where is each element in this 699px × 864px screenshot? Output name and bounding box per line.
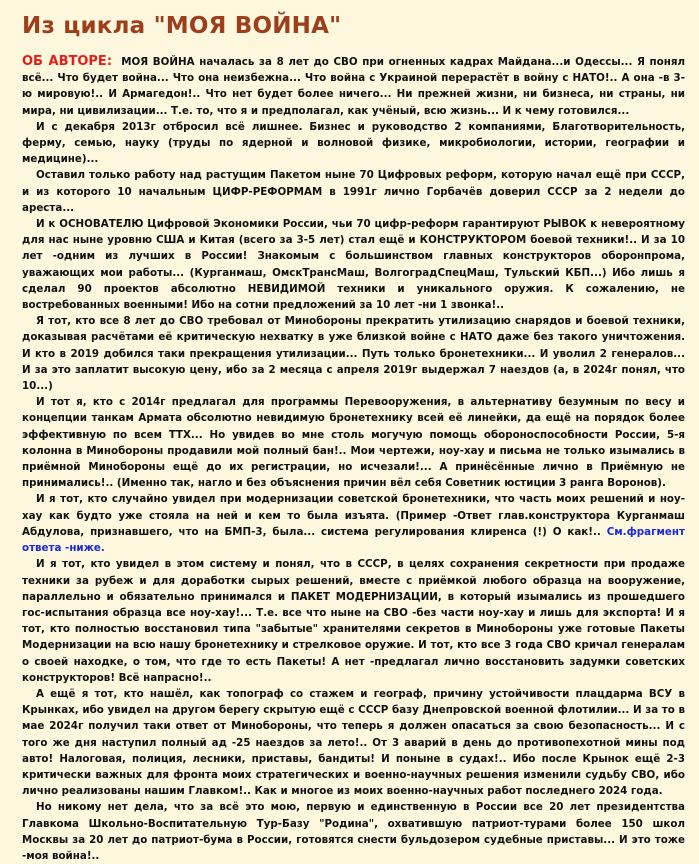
paragraph-text: МОЯ ВОЙНА началась за 8 лет до СВО при огненных кадрах Майдана...и Одессы... Я понял всё... Что будет война... Что она неизбежна... Что война с Украиной перерастёт в войну с НАТО!.. А она -в 3-ю мировую!.. И Армагедон!.. Что нет будет более ничего... Ни прежней жизни, ни бизнеса, ни страны, ни мира, ни цивилизации... Т.е. то, что я и предполагал, как учёный, всю жизнь... И к чему готовился... bbox=[22, 56, 685, 117]
article-body bbox=[22, 54, 685, 864]
paragraph-intro bbox=[22, 54, 685, 119]
paragraph: И с декабря 2013г отбросил всё лишнее. Бизнес и руководство 2 компаниями, Благотворительность, ферму, семью, науку (труды по ядерной и волновой физике, микробиологии, истории, географии и медицине)... bbox=[22, 120, 685, 166]
paragraph: И я тот, кто увидел в этом систему и понял, что в СССР, в целях сохранения секретности при продаже техники за рубеж и для доработки сырых решений, вместе с приёмкой любого образца на вооружение, параллельно и обязательно принимался и ПАКЕТ МОДЕРНИЗАЦИИ, в который изымались из прошедшего гос-испытания образца все ноу-хау!... Т.е. все что ныне на СВО -без части ноу-хау и лишь для экспорта! И я тот, кто полностью восстановил типа "забытые" хранителями секретов в Минобороны уже готовые Пакеты Модернизации на всю нашу бронетехнику и стрелковое оружие. И тот, кто все 3 года СВО кричал генералам о своей находке, о том, что где то есть Пакеты! А нет -предлагал лично восстановить задумки советских конструкторов! Всё напрасно!.. bbox=[22, 558, 685, 684]
paragraph: А ещё я тот, кто нашёл, как топограф со стажем и географ, причину устойчивости плацдарма ВСУ в Крынках, ибо увидел на другом берегу скрытую ещё с СССР базу Днепровской военной флотилии... И за то в мае 2024г получил таки ответ от Минобороны, что теперь я должен опасаться за свою безопасность... И с того же дня наступил полный ад -25 наездов за лето!.. От 3 аварий в день до противопехотной мины под авто! Налоговая, полиция, лесники, приставы, бандиты! И поныне в судах!.. Ибо после Крынок ещё 2-3 критически важных для фронта моих стратегических и военно-научных решения изменили судьбу СВО, ибо лично реализованы нашим Главком!.. Как и многое из моих военно-научных работ последнего 2024 года. bbox=[22, 687, 685, 798]
page-title: Из цикла "МОЯ ВОЙНА" bbox=[22, 13, 342, 39]
paragraph-text: И я тот, кто случайно увидел при модернизации советской бронетехники, что часть моих решений и ноу-хау как будто уже стояла на ней и кем то была изъята. (Пример -Ответ глав.конструктора Курганмаш Абдулова, признавшего, что на БМП-3, была... система регулирования клиренса (!) О как!.. bbox=[22, 493, 685, 538]
paragraph: И к ОСНОВАТЕЛЮ Цифровой Экономики России, чьи 70 цифр-реформ гарантируют РЫВОК к невероятному для нас ныне уровню США и Китая (всего за 3-5 лет) стал ещё и КОНСТРУКТОРОМ боевой техники!.. И за 10 лет -одним из лучших в России! Знакомым с большинством главных конструкторов оборонпрома, уважающих мои работы... (Курганмаш, ОмскТрансМаш, ВолгоградСпецМаш, Тульский КБП...) Ибо лишь я сделал 90 проектов абсолютно НЕВИДИМОЙ техники и уникального оружия. К сожалению, не востребованных военными! Ибо на сотни предложений за 10 лет -ни 1 звонка!.. bbox=[22, 218, 685, 312]
paragraph bbox=[22, 491, 685, 556]
answer-fragment-link[interactable]: См.фрагмент ответа -ниже. bbox=[22, 525, 685, 555]
paragraph: Я тот, кто все 8 лет до СВО требовал от Минобороны прекратить утилизацию снарядов и боевой техники, доказывая расчётами её критическую нехватку в уже близкой войне с НАТО даже без такого уничтожения. И кто в 2019 добился таки прекращения утилизации... Путь только бронетехники... И уволил 2 генералов... И за это заплатит высокую цену, ибо за 2 месяца с апреля 2019г выдержал 7 наездов (а, в 2024г понял, что 10...) bbox=[22, 315, 685, 393]
paragraph: Но никому нет дела, что за всё это мою, первую и единственную в России все 20 лет президентства Главкома Школьно-Воспитательную Тур-Базу "Родина", охватившую патриот-турами более 150 школ Москвы за 20 лет до патриот-бума в России, готовятся снести бульдозером судебные приставы... И это тоже -моя война!.. bbox=[22, 801, 685, 862]
paragraph: И тот я, кто с 2014г предлагал для программы Перевооружения, в альтернативу безумным по весу и концепции танкам Армата обсолютно невидимую бронетехнику всей её линейки, да ещё на порядок более эффективную по всем ТТХ... Но увидев во мне столь могучую помощь обороноспособности России, 5-я колонна в Минобороны продавили мой полный бан!.. Мои чертежи, ноу-хау и письма не только изымались в приёмной Минобороны ещё до их регистрации, но исчезали!... А принёсённые лично в Приёмную не принимались!.. (Именно так, нагло и без объяснения причин вёл себя Советник юстиции 3 ранга Воронов). bbox=[22, 396, 685, 490]
paragraph: Оставил только работу над растущим Пакетом ныне 70 Цифровых реформ, которую начал ещё при СССР, и из которого 10 начальным ЦИФР-РЕФОРМАМ в 1991г лично Горбачёв доверил СССР за 2 недели до ареста... bbox=[22, 169, 685, 214]
author-label: ОБ АВТОРЕ: bbox=[22, 54, 113, 69]
